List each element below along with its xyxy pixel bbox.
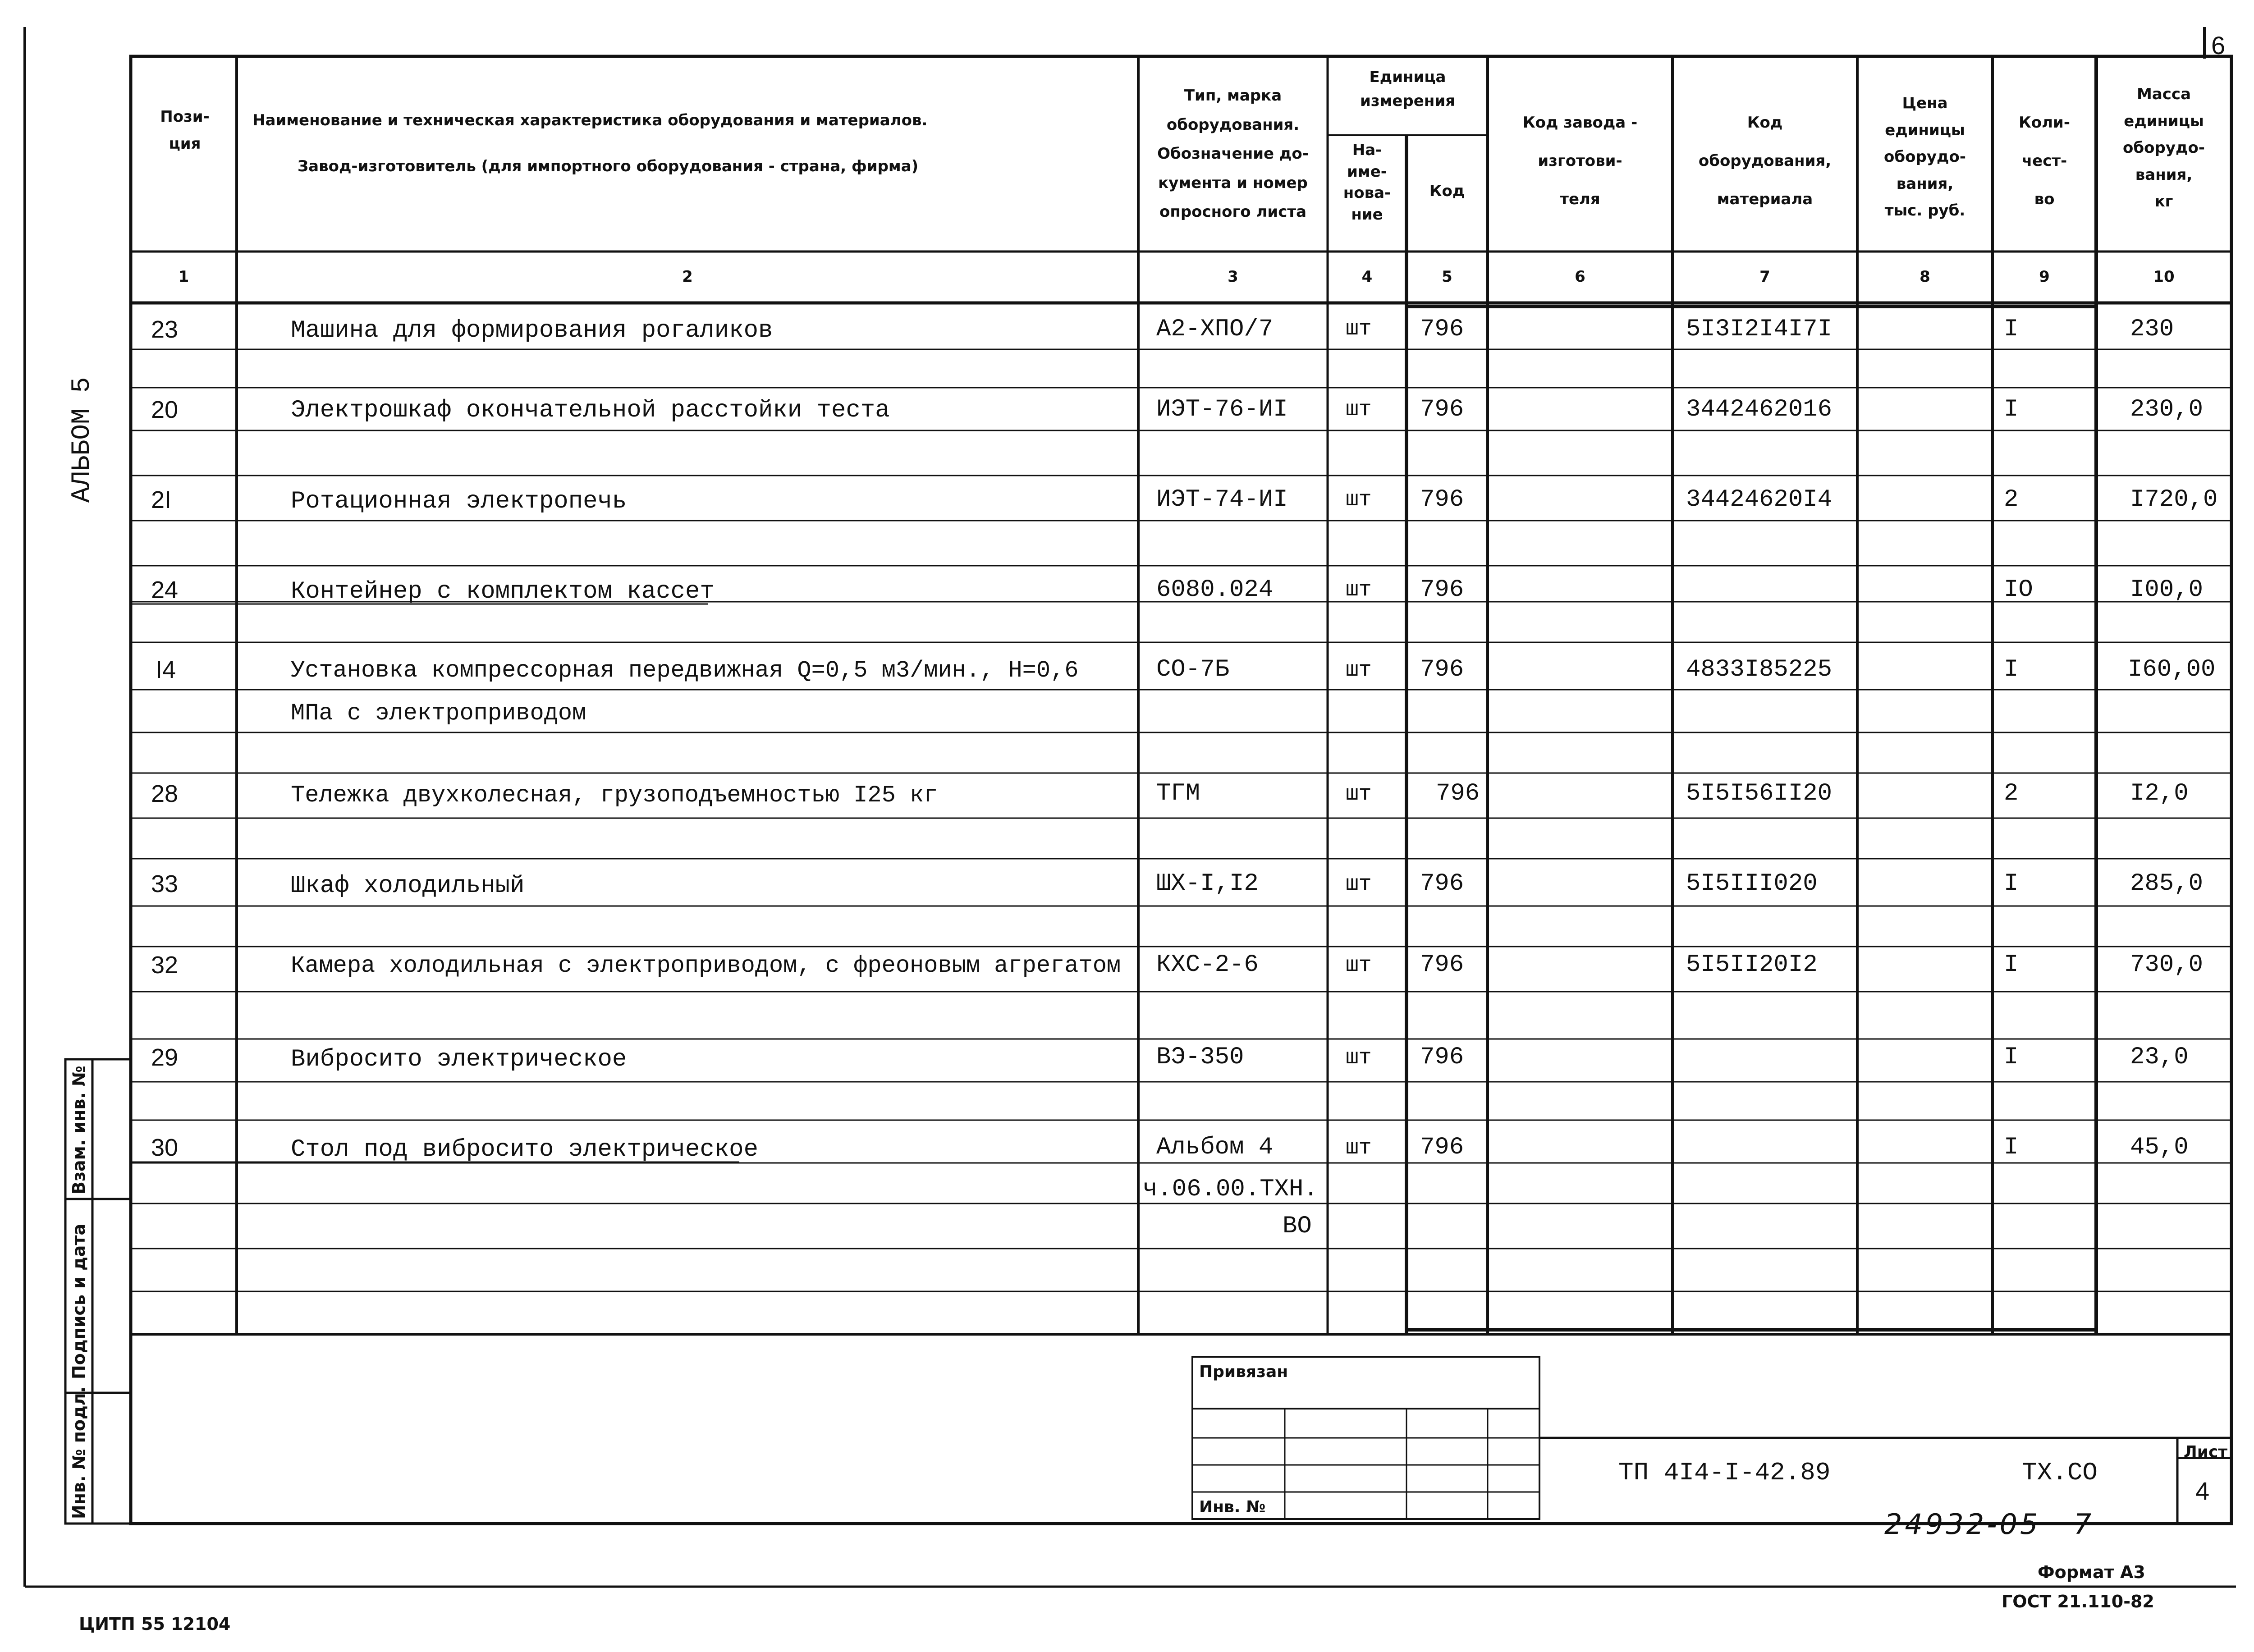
- table-row-position: 32: [151, 952, 179, 979]
- page-number: 6: [2211, 31, 2226, 59]
- table-row-name: Шкаф холодильный: [291, 872, 525, 900]
- table-row-type-continued: ч.06.00.ТХН.: [1143, 1176, 1318, 1203]
- table-row-quantity: I: [2004, 656, 2019, 683]
- table-row-equipment-code: 5I5II20I2: [1686, 951, 1818, 979]
- table-row-mass: 23,0: [2130, 1043, 2189, 1071]
- table-row-type-continued: ВО: [1283, 1213, 1312, 1240]
- header-position: Пози- ция: [160, 108, 210, 153]
- column-number: 4: [1361, 268, 1373, 286]
- table-row-name-continued: МПа с электроприводом: [291, 700, 586, 727]
- table-row-code: 796: [1420, 870, 1464, 897]
- header-name-line1: Наименование и техническая характеристика оборудования и материалов.: [252, 111, 928, 129]
- table-row-mass: 285,0: [2130, 870, 2204, 897]
- table-row-quantity: I: [2004, 951, 2019, 979]
- table-row-unit: шт: [1346, 872, 1372, 897]
- table-row-name: Тележка двухколесная, грузоподъемностью I25 кг: [291, 782, 938, 809]
- gost-standard: ГОСТ 21.110-82: [2002, 1592, 2154, 1611]
- table-row-quantity: IO: [2004, 576, 2033, 604]
- table-row-quantity: I: [2004, 1043, 2019, 1071]
- header-price: Цена единицы оборудо- вания, тыс. руб.: [1884, 94, 1966, 220]
- table-row-quantity: I: [2004, 1134, 2019, 1161]
- table-row-quantity: I: [2004, 396, 2019, 423]
- table-row-unit: шт: [1346, 578, 1372, 602]
- header-mass: Масса единицы оборудо- вания, кг: [2123, 85, 2205, 211]
- table-row-type: Альбом 4: [1156, 1134, 1274, 1161]
- column-number: 1: [178, 268, 189, 286]
- header-unit-name: На- име- нова- ние: [1343, 141, 1391, 224]
- column-number: 6: [1575, 268, 1585, 286]
- cintp-code: ЦИТП 55 12104: [79, 1614, 231, 1634]
- table-row-name: Стол под вибросито электрическое: [291, 1136, 758, 1163]
- table-row-quantity: 2: [2004, 780, 2019, 807]
- title-block-inventory: Инв. №: [1199, 1498, 1266, 1516]
- title-block-linked: Привязан: [1199, 1363, 1288, 1381]
- table-row-position: 20: [151, 396, 179, 423]
- column-number: 9: [2039, 268, 2050, 286]
- table-row-position: 30: [151, 1134, 179, 1161]
- table-row-equipment-code: 5I5I56II20: [1686, 780, 1833, 807]
- table-row-name: Камера холодильная с электроприводом, с фреоновым агрегатом: [291, 952, 1121, 979]
- sheet-number: 4: [2195, 1477, 2210, 1505]
- table-row-position: 2I: [151, 486, 172, 513]
- table-row-quantity: I: [2004, 870, 2019, 897]
- header-unit-code: Код: [1429, 182, 1465, 200]
- table-row-name: Ротационная электропечь: [291, 488, 627, 515]
- table-row-mass: 730,0: [2130, 951, 2204, 979]
- table-row-position: 29: [151, 1044, 179, 1071]
- table-row-name: Машина для формирования рогаликов: [291, 317, 773, 344]
- table-row-code: 796: [1420, 656, 1464, 683]
- table-row-equipment-code: 5I5III020: [1686, 870, 1818, 897]
- header-name-line2: Завод-изготовитель (для импортного оборудования - страна, фирма): [298, 157, 919, 175]
- table-row-quantity: 2: [2004, 486, 2019, 513]
- table-row-type: ШХ-I,I2: [1156, 870, 1259, 897]
- table-row-type: ИЭТ-76-ИI: [1156, 396, 1288, 423]
- document-mark: ТХ.СО: [2022, 1458, 2098, 1487]
- table-row-code: 796: [1420, 486, 1464, 513]
- table-row-quantity: I: [2004, 316, 2019, 343]
- table-row-mass: 45,0: [2130, 1134, 2189, 1161]
- table-row-equipment-code: 5I3I2I4I7I: [1686, 316, 1833, 343]
- table-row-type: 6080.024: [1156, 576, 1274, 604]
- table-row-unit: шт: [1346, 658, 1372, 682]
- table-row-type: ИЭТ-74-ИI: [1156, 486, 1288, 513]
- document-code: ТП 4I4-I-42.89: [1618, 1458, 1831, 1487]
- header-unit-group: Единица измерения: [1360, 68, 1455, 110]
- table-row-code: 796: [1436, 780, 1480, 807]
- table-row-type: СО-7Б: [1156, 656, 1230, 683]
- table-row-code: 796: [1420, 396, 1464, 423]
- table-row-mass: I720,0: [2130, 486, 2218, 513]
- table-row-unit: шт: [1346, 782, 1372, 806]
- table-row-equipment-code: 34424620I4: [1686, 486, 1833, 513]
- table-row-name: Электрошкаф окончательной расстойки теста: [291, 397, 890, 424]
- table-row-mass: I60,00: [2128, 656, 2216, 683]
- table-row-name: Контейнер с комплектом кассет: [291, 578, 715, 605]
- table-row-unit: шт: [1346, 1046, 1372, 1070]
- column-number: 2: [682, 268, 693, 286]
- table-row-position: 23: [151, 316, 179, 343]
- table-row-position: I4: [156, 656, 176, 683]
- table-row-type: А2-ХПО/7: [1156, 316, 1274, 343]
- column-number: 10: [2153, 268, 2175, 286]
- header-type: Тип, марка оборудования. Обозначение до- кумента и номер опросного листа: [1157, 87, 1309, 221]
- table-row-equipment-code: 4833I85225: [1686, 656, 1833, 683]
- table-row-mass: I2,0: [2130, 780, 2189, 807]
- table-row-mass: I00,0: [2130, 576, 2204, 604]
- table-row-equipment-code: 3442462016: [1686, 396, 1833, 423]
- paper-format: Формат А3: [2038, 1562, 2145, 1582]
- column-number: 8: [1920, 268, 1930, 286]
- table-row-type: ВЭ-350: [1156, 1043, 1244, 1071]
- table-row-code: 796: [1420, 576, 1464, 604]
- table-row-mass: 230,0: [2130, 396, 2204, 423]
- table-row-unit: шт: [1346, 1136, 1372, 1160]
- stamp-original-inventory: Инв. № подл.: [69, 1386, 89, 1519]
- table-row-code: 796: [1420, 951, 1464, 979]
- album-label: АЛЬБОМ 5: [68, 377, 97, 503]
- table-row-unit: шт: [1346, 317, 1372, 341]
- table-row-code: 796: [1420, 1134, 1464, 1161]
- column-number: 7: [1759, 268, 1770, 286]
- table-row-position: 33: [151, 870, 179, 897]
- header-quantity: Коли- чест- во: [2019, 114, 2070, 208]
- table-row-type: ТГМ: [1156, 780, 1200, 807]
- table-row-name: Установка компрессорная передвижная Q=0,5 м3/мин., Н=0,6: [291, 657, 1079, 684]
- table-row-type: КХС-2-6: [1156, 951, 1259, 979]
- table-row-unit: шт: [1346, 488, 1372, 512]
- table-row-position: 24: [151, 577, 179, 604]
- header-equipment-code: Код оборудования, материала: [1698, 114, 1832, 208]
- stamp-replaced-inventory: Взам. инв. №: [69, 1066, 89, 1194]
- column-number: 3: [1228, 268, 1238, 286]
- header-factory-code: Код завода - изготови- теля: [1522, 114, 1638, 208]
- table-row-code: 796: [1420, 1043, 1464, 1071]
- column-number: 5: [1442, 268, 1452, 286]
- table-row-code: 796: [1420, 316, 1464, 343]
- archive-sheet: 7: [2074, 1508, 2094, 1541]
- table-row-name: Вибросито электрическое: [291, 1046, 627, 1073]
- table-row-unit: шт: [1346, 398, 1372, 422]
- archive-number: 24932-05: [1884, 1508, 2041, 1541]
- sheet-label: Лист: [2183, 1443, 2228, 1461]
- table-row-position: 28: [151, 780, 179, 807]
- table-row-unit: шт: [1346, 953, 1372, 978]
- table-row-mass: 230: [2130, 316, 2174, 343]
- stamp-signature-date: Подпись и дата: [69, 1223, 89, 1379]
